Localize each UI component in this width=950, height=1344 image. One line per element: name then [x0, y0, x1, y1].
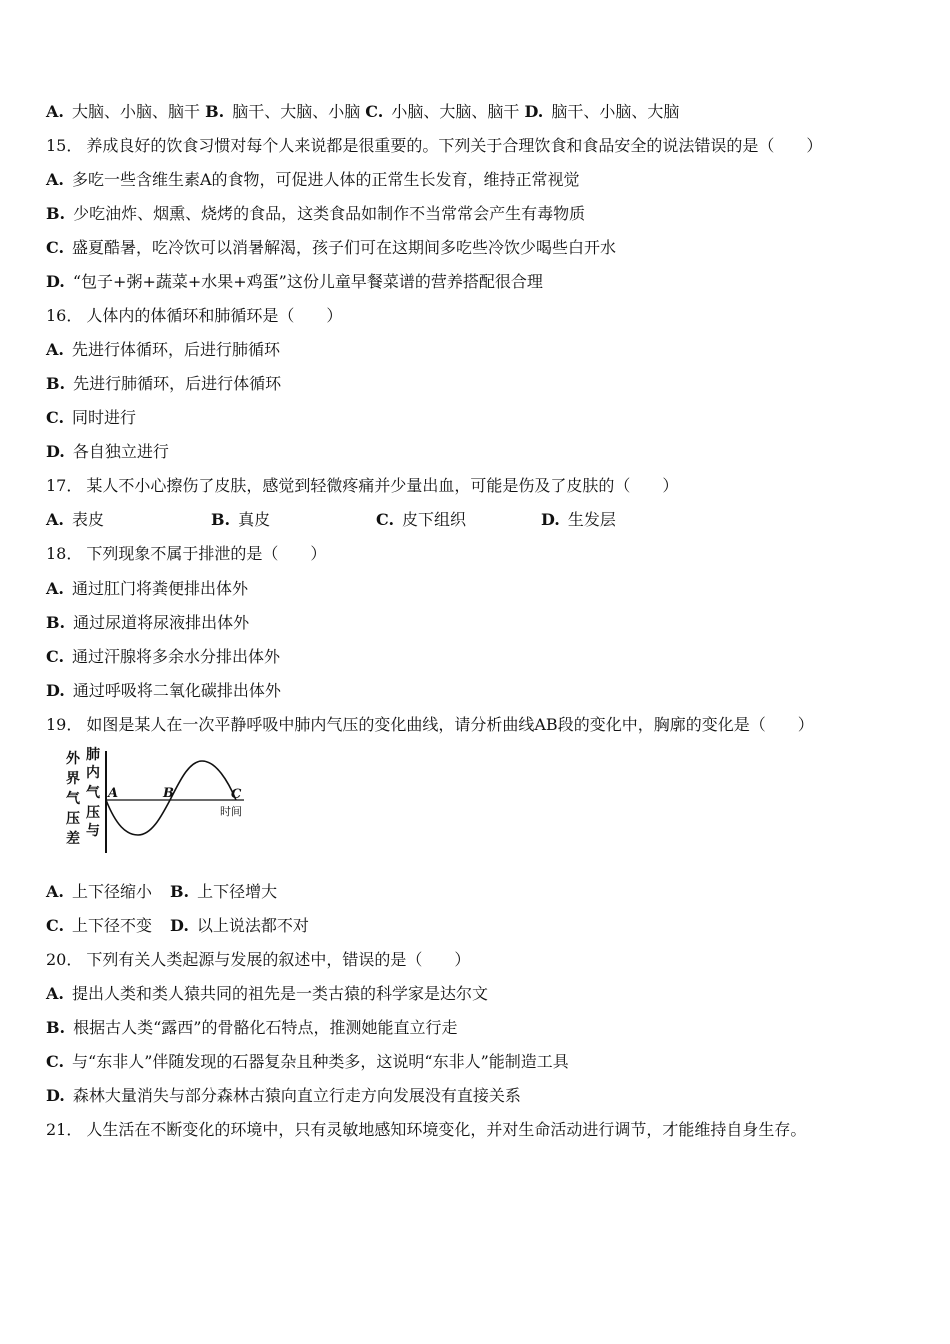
q19-options-row-2 — [46, 915, 309, 937]
question-text: 人体内的体循环和肺循环是（ ） — [86, 306, 343, 325]
question-text: 下列有关人类起源与发展的叙述中，错误的是（ ） — [86, 950, 471, 969]
option-letter: A. — [46, 579, 64, 598]
option-text: 根据古人类“露西”的骨骼化石特点，推测她能直立行走 — [73, 1018, 458, 1037]
option-letter: B. — [46, 374, 66, 393]
option-letter: D. — [46, 681, 65, 700]
q16-option-d — [46, 441, 169, 463]
option-letter: C. — [46, 238, 65, 257]
option-text: 小脑、大脑、脑干 — [391, 102, 520, 121]
point-c-label: C — [231, 787, 242, 802]
q20-option-c — [46, 1051, 569, 1073]
q15-option-a — [46, 169, 580, 191]
q15-option-c — [46, 237, 616, 259]
option-letter: A. — [46, 170, 64, 189]
option-letter: C. — [46, 1052, 65, 1071]
y-label-inner-char: 气 — [86, 785, 100, 801]
option-text: 通过汗腺将多余水分排出体外 — [72, 647, 281, 666]
q17-option-c — [376, 509, 466, 531]
q14-options-row — [46, 101, 679, 123]
question-number: 17． — [46, 476, 83, 495]
option-text: 上下径不变 — [72, 916, 153, 935]
option-letter: A. — [46, 340, 64, 359]
option-letter: D. — [46, 272, 65, 291]
q20-option-b — [46, 1017, 457, 1039]
y-label-inner-char: 与 — [86, 823, 100, 839]
q20-option-a — [46, 983, 488, 1005]
q20-option-d — [46, 1085, 521, 1107]
y-label-outer-char: 气 — [66, 791, 80, 807]
question-21-stem — [46, 1119, 806, 1141]
option-letter: A. — [46, 984, 64, 1003]
option-text: 各自独立进行 — [72, 442, 169, 461]
option-text: 表皮 — [71, 510, 104, 529]
option-letter: D. — [46, 1086, 65, 1105]
q19-options-row-1 — [46, 881, 277, 903]
q15-option-d — [46, 271, 543, 293]
question-number: 16． — [46, 306, 83, 325]
lung-pressure-figure — [64, 745, 264, 857]
option-letter: B. — [211, 510, 231, 529]
option-text: 森林大量消失与部分森林古猿向直立行走方向发展没有直接关系 — [72, 1086, 521, 1105]
option-text: 先进行体循环，后进行肺循环 — [71, 340, 280, 359]
option-letter: C. — [376, 510, 395, 529]
option-text: 同时进行 — [72, 408, 137, 427]
option-letter: D. — [46, 442, 65, 461]
option-letter: A. — [46, 882, 64, 901]
option-letter: A. — [46, 102, 64, 121]
option-letter: D. — [524, 102, 544, 121]
option-text: 生发层 — [567, 510, 616, 529]
option-letter: B. — [46, 1018, 66, 1037]
option-letter: B. — [205, 102, 225, 121]
question-17-stem — [46, 475, 678, 497]
option-text: 脑干、小脑、大脑 — [551, 102, 680, 121]
question-text: 某人不小心擦伤了皮肤，感觉到轻微疼痛并少量出血，可能是伤及了皮肤的（ ） — [86, 476, 679, 495]
question-15-stem — [46, 135, 822, 157]
option-letter: A. — [46, 510, 64, 529]
x-axis-label: 时间 — [220, 805, 242, 818]
option-text: 脑干、大脑、小脑 — [232, 102, 361, 121]
q17-option-a — [46, 509, 104, 531]
y-label-outer-char: 差 — [66, 831, 80, 847]
q17-option-d — [541, 509, 616, 531]
option-text: 通过尿道将尿液排出体外 — [73, 613, 250, 632]
option-letter: C. — [46, 408, 65, 427]
question-text: 人生活在不断变化的环境中，只有灵敏地感知环境变化，并对生命活动进行调节，才能维持自身生存。 — [86, 1120, 807, 1139]
option-text: “包子+粥+蔬菜+水果+鸡蛋”这份儿童早餐菜谱的营养搭配很合理 — [72, 272, 543, 291]
q16-option-c — [46, 407, 136, 429]
option-letter: D. — [170, 916, 189, 935]
option-text: 与“东非人”伴随发现的石器复杂且种类多，这说明“东非人”能制造工具 — [72, 1052, 569, 1071]
question-number: 21． — [46, 1120, 83, 1139]
question-number: 15． — [46, 136, 83, 155]
option-text: 真皮 — [238, 510, 271, 529]
option-text: 大脑、小脑、脑干 — [71, 102, 200, 121]
option-text: 少吃油炸、烟熏、烧烤的食品，这类食品如制作不当常常会产生有毒物质 — [73, 204, 586, 223]
option-letter: B. — [46, 204, 66, 223]
question-19-stem — [46, 714, 814, 736]
q18-option-a — [46, 578, 248, 600]
q18-option-c — [46, 646, 280, 668]
y-label-inner-char: 压 — [86, 805, 100, 821]
option-letter: C. — [365, 102, 384, 121]
option-letter: C. — [46, 647, 65, 666]
question-text: 下列现象不属于排泄的是（ ） — [86, 544, 327, 563]
q16-option-a — [46, 339, 280, 361]
q18-option-d — [46, 680, 281, 702]
q17-option-b — [211, 509, 270, 531]
pressure-curve-graph — [64, 745, 264, 857]
option-text: 盛夏酷暑，吃冷饮可以消暑解渴，孩子们可在这期间多吃些冷饮少喝些白开水 — [72, 238, 617, 257]
option-text: 多吃一些含维生素A的食物，可促进人体的正常生长发育，维持正常视觉 — [71, 170, 580, 189]
option-text: 提出人类和类人猿共同的祖先是一类古猿的科学家是达尔文 — [71, 984, 488, 1003]
y-label-outer-char: 压 — [66, 811, 80, 827]
q16-option-b — [46, 373, 281, 395]
option-letter: D. — [541, 510, 560, 529]
option-text: 上下径缩小 — [71, 882, 152, 901]
question-18-stem — [46, 543, 326, 565]
option-text: 通过呼吸将二氧化碳排出体外 — [72, 681, 281, 700]
option-letter: B. — [46, 613, 66, 632]
option-text: 以上说法都不对 — [196, 916, 309, 935]
question-number: 19． — [46, 715, 83, 734]
question-text: 如图是某人在一次平静呼吸中肺内气压的变化曲线，请分析曲线AB段的变化中，胸廓的变化是（ ） — [86, 715, 814, 734]
question-20-stem — [46, 949, 470, 971]
option-text: 先进行肺循环，后进行体循环 — [73, 374, 282, 393]
option-letter: C. — [46, 916, 65, 935]
option-text: 上下径增大 — [197, 882, 278, 901]
option-text: 皮下组织 — [402, 510, 467, 529]
y-label-inner-char: 肺 — [86, 747, 100, 763]
question-text: 养成良好的饮食习惯对每个人来说都是很重要的。下列关于合理饮食和食品安全的说法错误的是（ ） — [86, 136, 823, 155]
option-letter: B. — [170, 882, 190, 901]
question-16-stem — [46, 305, 342, 327]
q18-option-b — [46, 612, 249, 634]
option-text: 通过肛门将粪便排出体外 — [71, 579, 248, 598]
y-label-inner-char: 内 — [86, 765, 100, 781]
point-a-label: A — [108, 786, 119, 801]
y-label-outer-char: 外 — [66, 751, 80, 767]
question-number: 18． — [46, 544, 83, 563]
point-b-label: B — [163, 786, 174, 801]
y-label-outer-char: 界 — [66, 771, 80, 787]
q15-option-b — [46, 203, 585, 225]
question-number: 20． — [46, 950, 83, 969]
